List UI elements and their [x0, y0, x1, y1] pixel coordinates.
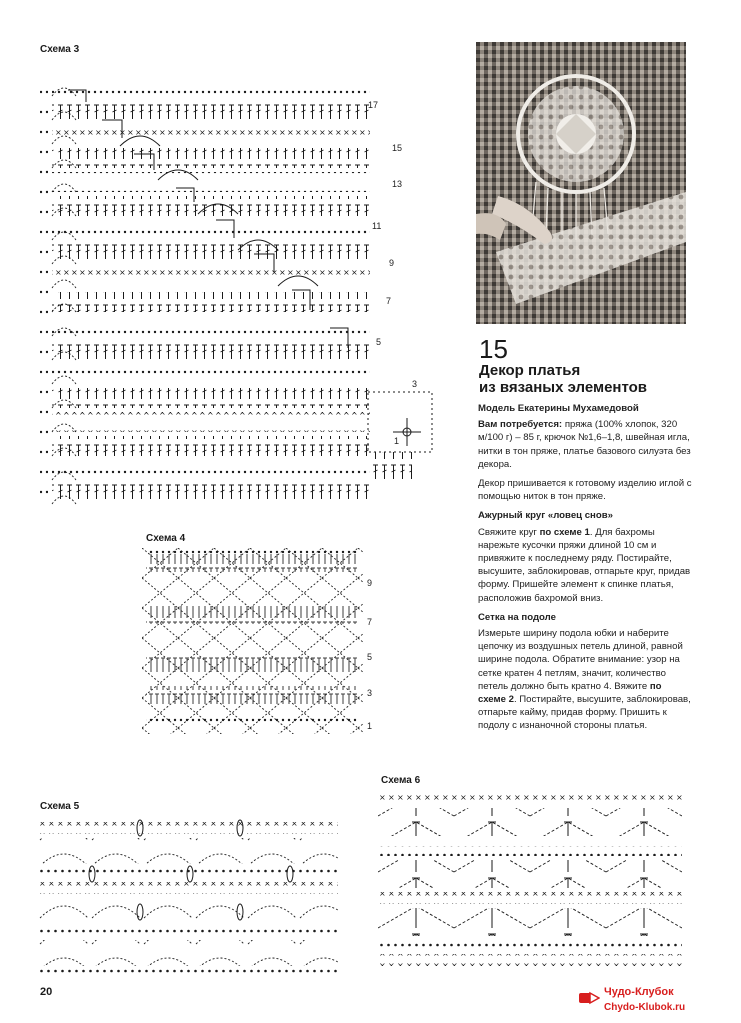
scheme-3-stitch-band	[52, 196, 370, 216]
scheme-4-diagram	[142, 548, 364, 734]
scheme-3-row-17: 17	[368, 100, 379, 110]
article-title	[479, 362, 647, 396]
scheme-3-stitch-band	[52, 220, 370, 240]
scheme-3-stitch-band	[52, 484, 370, 504]
scheme-4-row-5: 5	[367, 652, 373, 662]
scheme-3-row-15: 15	[392, 143, 403, 153]
article-number: 15	[479, 334, 508, 364]
scheme-3-stitch-band	[52, 316, 370, 336]
dress-photo	[476, 42, 686, 324]
scheme-4-title: Схема 4	[146, 533, 186, 544]
net-text-post: . Постирайте, высушите, заблокировав, отпарьте кайму, придав форму. Пришить к подолу с изнаночной стороны платья.	[478, 694, 691, 732]
scheme-3-row-1: 1	[394, 436, 400, 446]
scheme-3-stitch-band	[52, 292, 370, 312]
scheme-3-stitch-band	[52, 124, 370, 144]
scheme-3-stitch-band	[52, 76, 370, 96]
scheme-6-title: Схема 6	[381, 775, 421, 786]
scheme-4-row-9: 9	[367, 578, 373, 588]
scheme-3-diagram	[38, 62, 448, 518]
circle-text-pre: Свяжите круг	[478, 526, 537, 538]
scheme-3-stitch-band	[52, 244, 370, 264]
scheme-3-stitch-band	[52, 148, 370, 168]
scheme-5-title: Схема 5	[40, 801, 80, 812]
scheme-3-row-9: 9	[389, 258, 395, 268]
article-body	[478, 402, 692, 739]
circle-paragraph	[478, 526, 692, 605]
brand-logo-icon	[578, 990, 600, 1006]
attach-paragraph: Декор пришивается к готовому изделию иглой с помощью ниток в тон пряже.	[478, 478, 692, 503]
page-number: 20	[40, 986, 53, 998]
circle-scheme-ref: по схеме 1	[539, 526, 590, 538]
scheme-4-row-3: 3	[367, 688, 373, 698]
scheme-3-stitch-band	[52, 412, 370, 432]
scheme-3-row-5: 5	[376, 337, 382, 347]
scheme-3-stitch-band	[52, 172, 370, 192]
article-title-line-1: Декор платья	[479, 362, 581, 379]
scheme-3-row-11: 11	[372, 221, 382, 231]
scheme-5-diagram	[38, 816, 338, 976]
scheme-3-stitch-band	[52, 460, 370, 480]
net-paragraph	[478, 627, 692, 733]
materials-label: Вам потребуется:	[478, 419, 563, 431]
circle-heading: Ажурный круг «ловец снов»	[478, 510, 613, 522]
materials-text: пряжа (100% хлопок, 320 м/100 г) – 85 г, крючок №1,6–1,8, швейная игла, нитки в тон пряже, платье базового силуэта без декора.	[478, 419, 691, 470]
net-heading: Сетка на подоле	[478, 611, 556, 623]
scheme-3-stitch-band	[52, 340, 370, 360]
net-text-pre: Измерьте ширину подола юбки и наберите цепочку из воздушных петель длиной, равной ширине подола. Обратите внимание: узор на сетке кратен 4 петлям, значит, количество петель должно быть кратно 4. Вяжите	[478, 628, 683, 692]
author-credit: Модель Екатерины Мухамедовой	[478, 403, 639, 414]
circle-text-post: . Для бахромы нарежьте кусочки пряжи длиной 10 см и привяжите к последнему ряду. Постирайте, высушите, заблокировав, отпарьте круг, придав форму. Пришейте элемент к спинке платья, расположив бахромой вниз.	[478, 526, 691, 604]
scheme-4-row-1: 1	[367, 721, 373, 731]
scheme-3-stitch-band	[52, 100, 370, 120]
brand-url[interactable]: Chydo-Klubok.ru	[604, 1002, 686, 1013]
materials-paragraph	[478, 418, 692, 471]
net-scheme-ref: по схеме 2	[478, 680, 662, 706]
scheme-3-stitch-band	[52, 364, 370, 384]
scheme-4-row-7: 7	[367, 617, 373, 627]
scheme-3-row-7: 7	[386, 296, 392, 306]
scheme-3-stitch-band	[52, 388, 370, 408]
scheme-3-title: Схема 3	[40, 44, 80, 55]
scheme-6-diagram	[378, 790, 682, 978]
scheme-3-stitch-band	[52, 436, 370, 456]
scheme-3-stitch-band	[52, 268, 370, 288]
brand-name: Чудо-Клубок	[604, 986, 674, 998]
scheme-3-row-13: 13	[392, 179, 403, 189]
article-title-line-2: из вязаных элементов	[479, 379, 648, 396]
scheme-3-row-3: 3	[412, 379, 418, 389]
